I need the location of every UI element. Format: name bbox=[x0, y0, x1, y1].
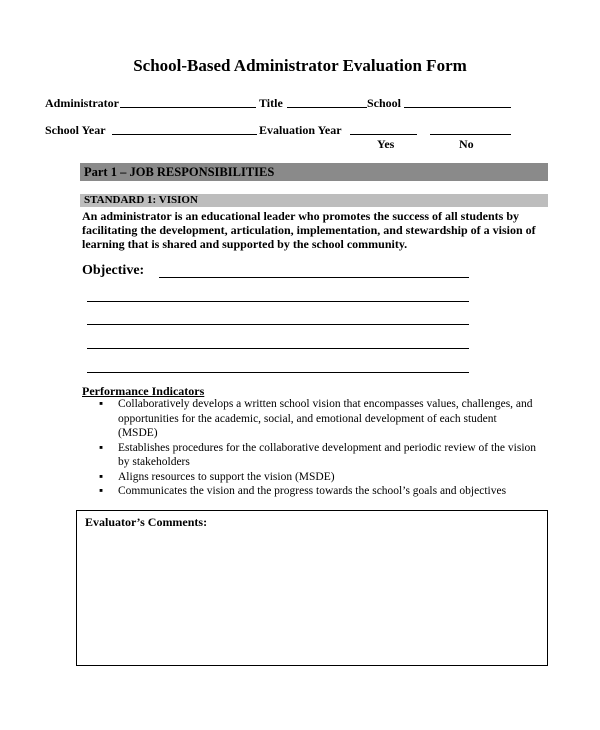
objective-line-2[interactable] bbox=[87, 301, 469, 302]
bullet-icon: ▪ bbox=[99, 441, 104, 454]
standard-description: An administrator is an educational leader who promotes the success of all students by facilitating the development, articulation, implementation, and stewardship of a vision of learning that is shared and supported by the school community. bbox=[82, 209, 536, 251]
part1-header-bar bbox=[80, 163, 548, 181]
administrator-label: Administrator bbox=[45, 96, 119, 110]
list-item: ▪ Collaboratively develops a written school vision that encompasses values, challenges, and opportunities for the academic, social, and emotional development of each student (MSDE) bbox=[99, 398, 533, 439]
list-item: ▪ Communicates the vision and the progress towards the school’s goals and objectives bbox=[99, 485, 507, 497]
list-item: ▪ Establishes procedures for the collaborative development and periodic review of the vision by stakeholders bbox=[99, 441, 537, 468]
no-label: No bbox=[459, 137, 474, 151]
list-item: ▪ Aligns resources to support the vision (MSDE) bbox=[99, 470, 335, 483]
evaluator-comments-box[interactable] bbox=[76, 510, 548, 666]
performance-indicators-heading: Performance Indicators bbox=[82, 384, 205, 398]
evaluation-year-label: Evaluation Year bbox=[259, 123, 342, 137]
evaluation-year-yes-field[interactable] bbox=[350, 123, 417, 135]
school-label: School bbox=[367, 96, 402, 110]
objective-line-1[interactable] bbox=[159, 277, 469, 278]
bullet-icon: ▪ bbox=[99, 398, 104, 410]
school-field[interactable] bbox=[404, 96, 511, 108]
administrator-field[interactable] bbox=[120, 96, 256, 108]
objective-line-5[interactable] bbox=[87, 372, 469, 373]
standard-heading: STANDARD 1: VISION bbox=[84, 194, 198, 206]
yes-label: Yes bbox=[377, 137, 395, 151]
objective-line-4[interactable] bbox=[87, 348, 469, 349]
school-year-label: School Year bbox=[45, 123, 106, 137]
performance-indicators-list bbox=[99, 397, 539, 499]
part1-heading: Part 1 – JOB RESPONSIBILITIES bbox=[84, 165, 275, 179]
school-year-field[interactable] bbox=[112, 123, 257, 135]
evaluation-year-no-field[interactable] bbox=[430, 123, 511, 135]
bullet-icon: ▪ bbox=[99, 485, 104, 497]
title-label: Title bbox=[259, 96, 283, 110]
form-title: School-Based Administrator Evaluation Form bbox=[133, 56, 467, 75]
standard-header-bar bbox=[80, 194, 548, 207]
objective-line-3[interactable] bbox=[87, 324, 469, 325]
bullet-icon: ▪ bbox=[99, 470, 104, 483]
title-field[interactable] bbox=[287, 96, 367, 108]
objective-label: Objective: bbox=[82, 263, 145, 278]
evaluator-comments-label: Evaluator’s Comments: bbox=[85, 515, 208, 529]
